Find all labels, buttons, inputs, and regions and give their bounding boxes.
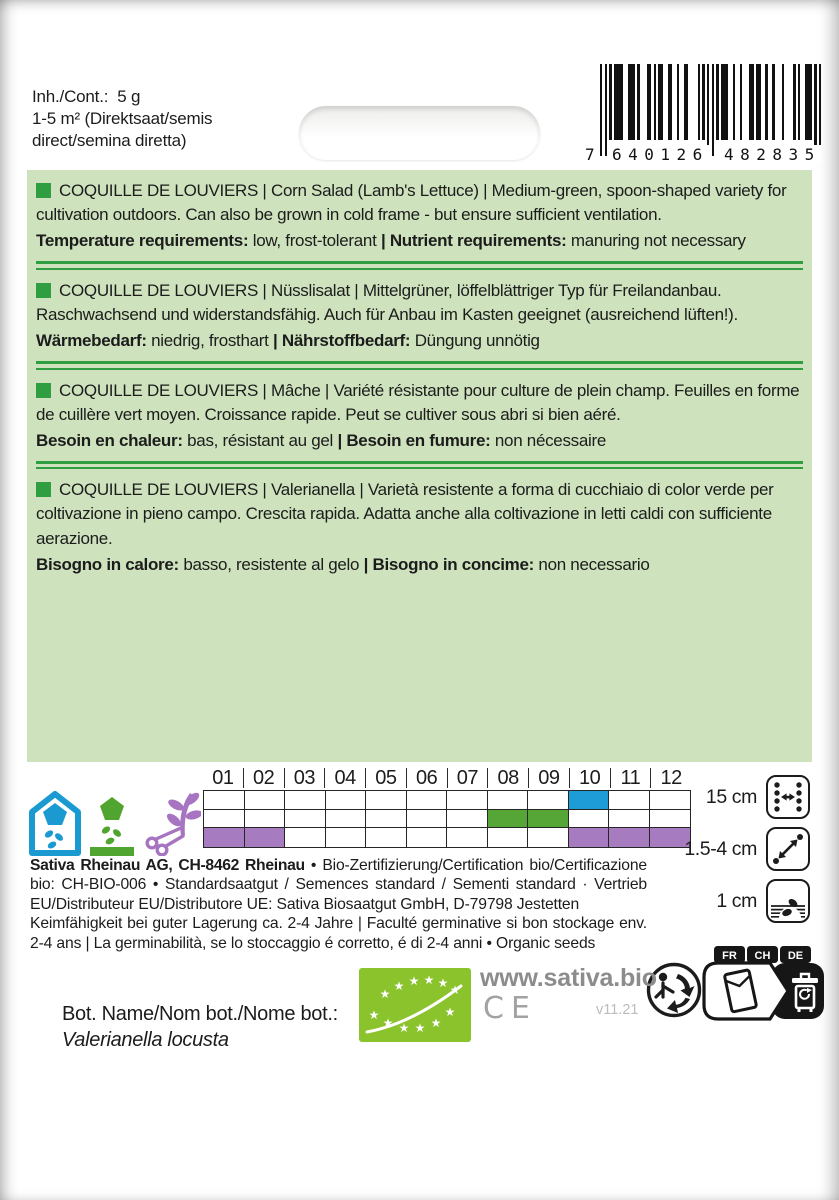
svg-text:★: ★ [393,979,405,993]
content-value: 5 g [117,87,141,106]
website-url: www.sativa.bio [480,964,657,992]
section-english [36,179,803,253]
sorting-tab-fr: FR [722,950,737,962]
green-square-icon [36,383,51,398]
sow-under-cover-icon [29,790,81,856]
requirements-line [36,329,803,353]
row-distance [684,775,810,819]
calendar-cell-harvest-10 [569,828,610,847]
svg-text:★: ★ [414,1021,426,1035]
calendar-month-row [203,765,691,790]
certification-text: Sativa Rheinau AG, CH-8462 Rheinau • Bio-Zertifizierung/Certification bio/Certificazione bio: CH-BIO-006 • Standardsaatgut / Semences standard / Sementi standard · Vertrieb EU/Distributeur EU/Distributore UE: Sativa Biosaatgut GmbH, D-79798 Jestetten [30,857,647,913]
plant-distance-label: 1.5-4 cm [684,837,757,860]
req1-value: low, frost-tolerant [252,231,377,251]
calendar-cell-sow-under-cover-5 [366,791,407,810]
section-divider [36,261,803,269]
calendar-month-label: 03 [284,768,325,788]
row-spacing-icon [769,778,807,816]
svg-text:★: ★ [408,974,420,988]
calendar-grid [203,790,691,848]
svg-text:★: ★ [398,1021,410,1035]
req1-label: Besoin en chaleur: [36,430,183,450]
green-square-icon [36,283,51,298]
calendar-legend [29,786,201,856]
req1-label: Bisogno in calore: [36,554,179,574]
calendar-cell-harvest-11 [609,828,650,847]
calendar-month-label: 12 [650,768,691,788]
svg-text:★: ★ [382,1016,394,1030]
barcode [585,64,824,164]
harvest-icon [143,786,201,856]
row-distance-label: 15 cm [705,785,757,808]
requirements-line [36,553,803,577]
barcode-module [819,64,821,156]
req2-value: Düngung unnötig [414,331,540,351]
sowing-depth-label: 1 cm [716,889,757,912]
calendar-cell-harvest-6 [407,828,448,847]
section-divider [36,461,803,469]
content-line [32,86,294,108]
headline-text: COQUILLE DE LOUVIERS | Nüsslisalat | Mittelgrüner, löffelblättriger Typ für Freilandanbau. Raschwachsend und widerstandsfähig. Auch für Anbau im Kasten geeignet (ausreichend lüften!). [36,280,738,324]
calendar-cell-sow-under-cover-8 [488,791,529,810]
calendar-cell-direct-sow-6 [407,810,448,829]
section-divider [36,361,803,369]
calendar-cell-direct-sow-9 [528,810,569,829]
sorting-tab-de: DE [787,950,804,962]
svg-text:★: ★ [444,1005,456,1019]
calendar-month-label: 05 [365,768,406,788]
germination-text: Keimfähigkeit bei guter Lagerung ca. 2-4 Jahre | Faculté germinative si bon stockage env. 2-4 ans | La germinabilità, se lo stoccaggio é corretto, é di 2-4 anni • Organic seeds [30,915,647,952]
sowing-calendar [203,765,691,848]
calendar-cell-direct-sow-3 [285,810,326,829]
calendar-cell-harvest-2 [245,828,286,847]
content-info [32,86,294,152]
svg-text:★: ★ [368,1008,380,1022]
section-german [36,279,803,353]
calendar-month-label: 04 [324,768,365,788]
calendar-cell-direct-sow-10 [569,810,610,829]
section-french [36,379,803,453]
calendar-month-label: 02 [243,768,284,788]
calendar-cell-harvest-8 [488,828,529,847]
svg-text:★: ★ [423,973,435,987]
req1-value: bas, résistant au gel [187,430,333,450]
requirements-line [36,429,803,453]
req2-label: | Nährstoffbedarf: [273,331,411,351]
calendar-month-label: 09 [528,768,569,788]
calendar-cell-sow-under-cover-11 [609,791,650,810]
calendar-cell-harvest-3 [285,828,326,847]
botanical-label: Bot. Name/Nom bot./Nome bot.: [62,1003,338,1025]
packaging-sorting-icon [698,942,826,1035]
calendar-cell-direct-sow-7 [447,810,488,829]
calendar-cell-direct-sow-8 [488,810,529,829]
calendar-month-label: 11 [610,768,651,788]
calendar-cell-direct-sow-5 [366,810,407,829]
content-label: Inh./Cont.: [32,87,109,106]
calendar-cell-direct-sow-2 [245,810,286,829]
calendar-cell-sow-under-cover-6 [407,791,448,810]
calendar-cell-sow-under-cover-10 [569,791,610,810]
plant-spacing-icon [769,830,807,868]
barcode-digits-left: 640126 [609,145,709,164]
calendar-cell-harvest-1 [204,828,245,847]
req1-label: Temperature requirements: [36,231,249,251]
spacing-info [684,775,810,931]
botanical-name: Valerianella locusta [62,1029,229,1052]
company-name: Sativa Rheinau AG, CH-8462 Rheinau [30,857,305,874]
svg-text:★: ★ [449,983,461,997]
req2-label: | Besoin en fumure: [337,430,491,450]
hang-hole [299,106,540,160]
calendar-month-label: 06 [406,768,447,788]
svg-text:★: ★ [430,1016,442,1030]
sowing-depth [684,879,810,923]
section-italian [36,478,803,577]
calendar-cell-harvest-9 [528,828,569,847]
calendar-month-label: 08 [487,768,528,788]
botanical-name-block [62,1001,338,1054]
info-panel [27,170,812,762]
variety-headline [36,478,803,550]
calendar-cell-sow-under-cover-7 [447,791,488,810]
calendar-cell-sow-under-cover-9 [528,791,569,810]
req2-value: non nécessaire [494,430,607,450]
req1-label: Wärmebedarf: [36,331,147,351]
variety-headline [36,179,803,227]
eu-organic-logo [359,968,471,1047]
direct-sow-icon [88,790,136,856]
company-info [30,856,647,953]
req2-label: | Nutrient requirements: [380,231,567,251]
calendar-month-label: 01 [212,766,234,789]
calendar-month-label: 10 [569,768,610,788]
sorting-tab-ch: CH [754,950,771,962]
calendar-cell-direct-sow-4 [326,810,367,829]
sowing-area: 1-5 m² (Direktsaat/semis direct/semina diretta) [32,109,213,151]
variety-headline [36,379,803,427]
ce-mark: CE [483,991,537,1026]
green-square-icon [36,183,51,198]
headline-text: COQUILLE DE LOUVIERS | Valerianella | Varietà resistente a forma di cucchiaio di color verde per coltivazione in pieno campo. Crescita rapida. Adatta anche alla coltivazione in letti caldi con sufficiente aerazione. [36,480,774,548]
calendar-cell-sow-under-cover-2 [245,791,286,810]
calendar-cell-sow-under-cover-4 [326,791,367,810]
barcode-digit-first: 7 [585,145,595,164]
plant-distance [684,827,810,871]
headline-text: COQUILLE DE LOUVIERS | Corn Salad (Lamb's Lettuce) | Medium-green, spoon-shaped variety for cultivation outdoors. Can also be grown in cold frame - but ensure sufficient ventilation. [36,181,787,225]
green-square-icon [36,482,51,497]
version-number: v11.21 [596,1002,639,1018]
req1-value: basso, resistente al gelo [183,554,360,574]
calendar-cell-direct-sow-11 [609,810,650,829]
calendar-cell-sow-under-cover-1 [204,791,245,810]
barcode-digits-right: 482835 [721,145,821,164]
calendar-cell-sow-under-cover-3 [285,791,326,810]
calendar-cell-direct-sow-1 [204,810,245,829]
headline-text: COQUILLE DE LOUVIERS | Mâche | Variété résistante pour culture de plein champ. Feuilles en forme de cuillère vert moyen. Croissance rapide. Peut se cultiver sous abri si bien aéré. [36,380,800,424]
req2-value: manuring not necessary [570,231,746,251]
calendar-cell-harvest-7 [447,828,488,847]
req2-value: non necessario [538,554,650,574]
sowing-depth-icon [769,882,807,920]
req1-value: niedrig, frosthart [151,331,269,351]
calendar-cell-harvest-4 [326,828,367,847]
variety-headline [36,279,803,327]
calendar-cell-harvest-5 [366,828,407,847]
requirements-line [36,229,803,253]
req2-label: | Bisogno in concime: [363,554,534,574]
svg-text:★: ★ [379,987,391,1001]
calendar-month-label: 07 [447,768,488,788]
svg-text:★: ★ [437,976,449,990]
